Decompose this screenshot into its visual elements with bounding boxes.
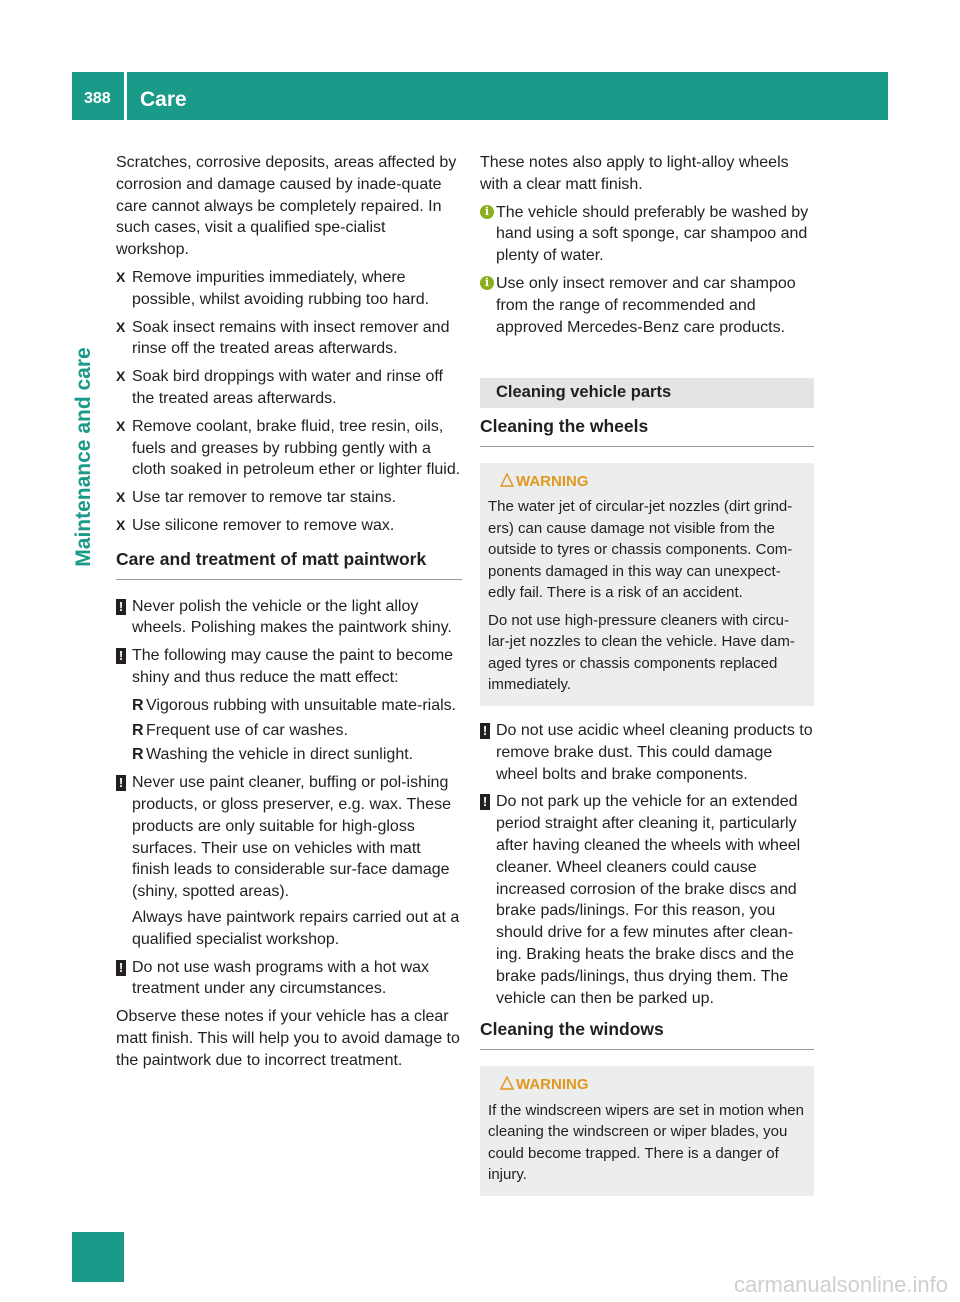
bullet-item: R Washing the vehicle in direct sunlight. [116, 744, 462, 766]
bullet-item: R Vigorous rubbing with unsuitable mate-rials. [116, 695, 462, 717]
triangle-arrow-icon: X [116, 268, 126, 285]
outro-paragraph: Observe these notes if your vehicle has a clear matt finish. This will help you to avoid damage to the paintwork due to incorrect treatment. [116, 1008, 460, 1069]
warning-text: If the windscreen wipers are set in motion when cleaning the windscreen or wiper blades, you could become trapped. There is a danger of injury. [488, 1101, 804, 1184]
warning-box [480, 1066, 814, 1196]
exclamation-icon: ! [116, 775, 126, 791]
triangle-arrow-icon: X [116, 516, 126, 533]
bullet-item: R Frequent use of car washes. [116, 720, 462, 742]
step-item: X Remove coolant, brake fluid, tree resin, oils, fuels and greases by rubbing gently with a cloth soaked in petroleum ether or lighter fluid. [116, 417, 461, 479]
step-item: X Use tar remover to remove tar stains. [116, 487, 462, 509]
bullet-r-icon: R [132, 746, 144, 764]
section-title: Care [140, 88, 187, 111]
exclamation-icon: ! [116, 599, 126, 615]
chapter-title: Maintenance and care [72, 347, 95, 567]
exclamation-icon: ! [116, 648, 126, 664]
bullet-r-icon: R [132, 721, 144, 739]
wheels-heading: Cleaning the wheels [480, 416, 814, 447]
warning-box [480, 463, 814, 706]
matt-paintwork-heading: Care and treatment of matt paintwork [116, 549, 462, 580]
note-item: ! Never polish the vehicle or the light alloy wheels. Polishing makes the paintwork shiny. [116, 596, 462, 640]
warning-text: The water jet of circular-jet nozzles (dirt grind-ers) can cause damage not visible from the outside to tyres or chassis components. Com-ponents damaged in this way can unexpect-edly fail. There is a risk of an accident. [488, 498, 793, 602]
triangle-arrow-icon: X [116, 368, 126, 385]
note-extra: Always have paintwork repairs carried out at a qualified specialist workshop. [132, 908, 460, 948]
exclamation-icon: ! [116, 960, 126, 976]
warning-title: WARNING [488, 1074, 806, 1096]
note-item: ! Never use paint cleaner, buffing or pol-ishing products, or gloss preserver, e.g. wax. These products are only suitable for high-gloss surfaces. Their use on vehicles with matt finish leads to considerable sur-face damage (shiny, spotted areas). Always have paintwork repairs carried out at a qualified specialist workshop. [116, 772, 462, 950]
note-item: ! The following may cause the paint to become shiny and thus reduce the matt effect: [116, 645, 462, 689]
step-item: X Use silicone remover to remove wax. [116, 515, 462, 537]
bullet-r-icon: R [132, 696, 144, 714]
left-column [116, 152, 462, 1077]
warning-text: Do not use high-pressure cleaners with circu-lar-jet nozzles to clean the vehicle. Have dam-aged tyres or chassis components replaced immediately. [488, 611, 795, 694]
step-item: X Soak bird droppings with water and rinse off the treated areas afterwards. [116, 368, 443, 407]
header-bar [72, 72, 888, 120]
page-number: 388 [84, 90, 111, 107]
right-column [480, 152, 814, 1210]
step-item: X Remove impurities immediately, where possible, whilst avoiding rubbing too hard. [116, 268, 430, 308]
watermark: carmanualsonline.info [733, 1272, 948, 1297]
windows-heading: Cleaning the windows [480, 1019, 814, 1050]
triangle-arrow-icon: X [116, 417, 126, 434]
note-item: ! Do not use acidic wheel cleaning products to remove brake dust. This could damage wheel bolts and brake components. [480, 720, 814, 785]
exclamation-icon: ! [480, 723, 490, 739]
warning-title: WARNING [488, 471, 806, 493]
triangle-arrow-icon: X [116, 318, 126, 335]
info-item: i Use only insect remover and car shampoo from the range of recommended and approved Mercedes-Benz care products. [480, 273, 814, 338]
section-heading: Cleaning vehicle parts [480, 378, 814, 408]
step-item: X Soak insect remains with insect remover and rinse off the treated areas afterwards. [116, 318, 450, 358]
chapter-tab-marker [72, 1232, 124, 1282]
info-icon: i [480, 205, 494, 219]
intro-paragraph: These notes also apply to light-alloy wheels with a clear matt finish. [480, 154, 789, 193]
info-item: i The vehicle should preferably be washed by hand using a soft sponge, car shampoo and plenty of water. [480, 202, 814, 267]
note-item: ! Do not park up the vehicle for an extended period straight after cleaning it, particularly after having cleaned the wheels with wheel cleaner. Wheel cleaners could cause increased corrosion of the brake discs and brake pads/linings. For this reason, you should drive for a few minutes after clean-ing. Braking heats the brake discs and the brake pads/linings, thus drying them. The vehicle can then be parked up. [480, 791, 814, 1009]
triangle-arrow-icon: X [116, 489, 126, 506]
info-icon: i [480, 276, 494, 290]
warning-triangle-icon [500, 473, 514, 487]
exclamation-icon: ! [480, 794, 490, 810]
note-item: ! Do not use wash programs with a hot wax treatment under any circumstances. [116, 957, 462, 1001]
intro-paragraph: Scratches, corrosive deposits, areas affected by corrosion and damage caused by inade-quate care cannot always be completely repaired. In such cases, visit a qualified spe-cialist workshop. [116, 154, 457, 259]
warning-triangle-icon [500, 1076, 514, 1090]
header-divider [124, 72, 127, 122]
